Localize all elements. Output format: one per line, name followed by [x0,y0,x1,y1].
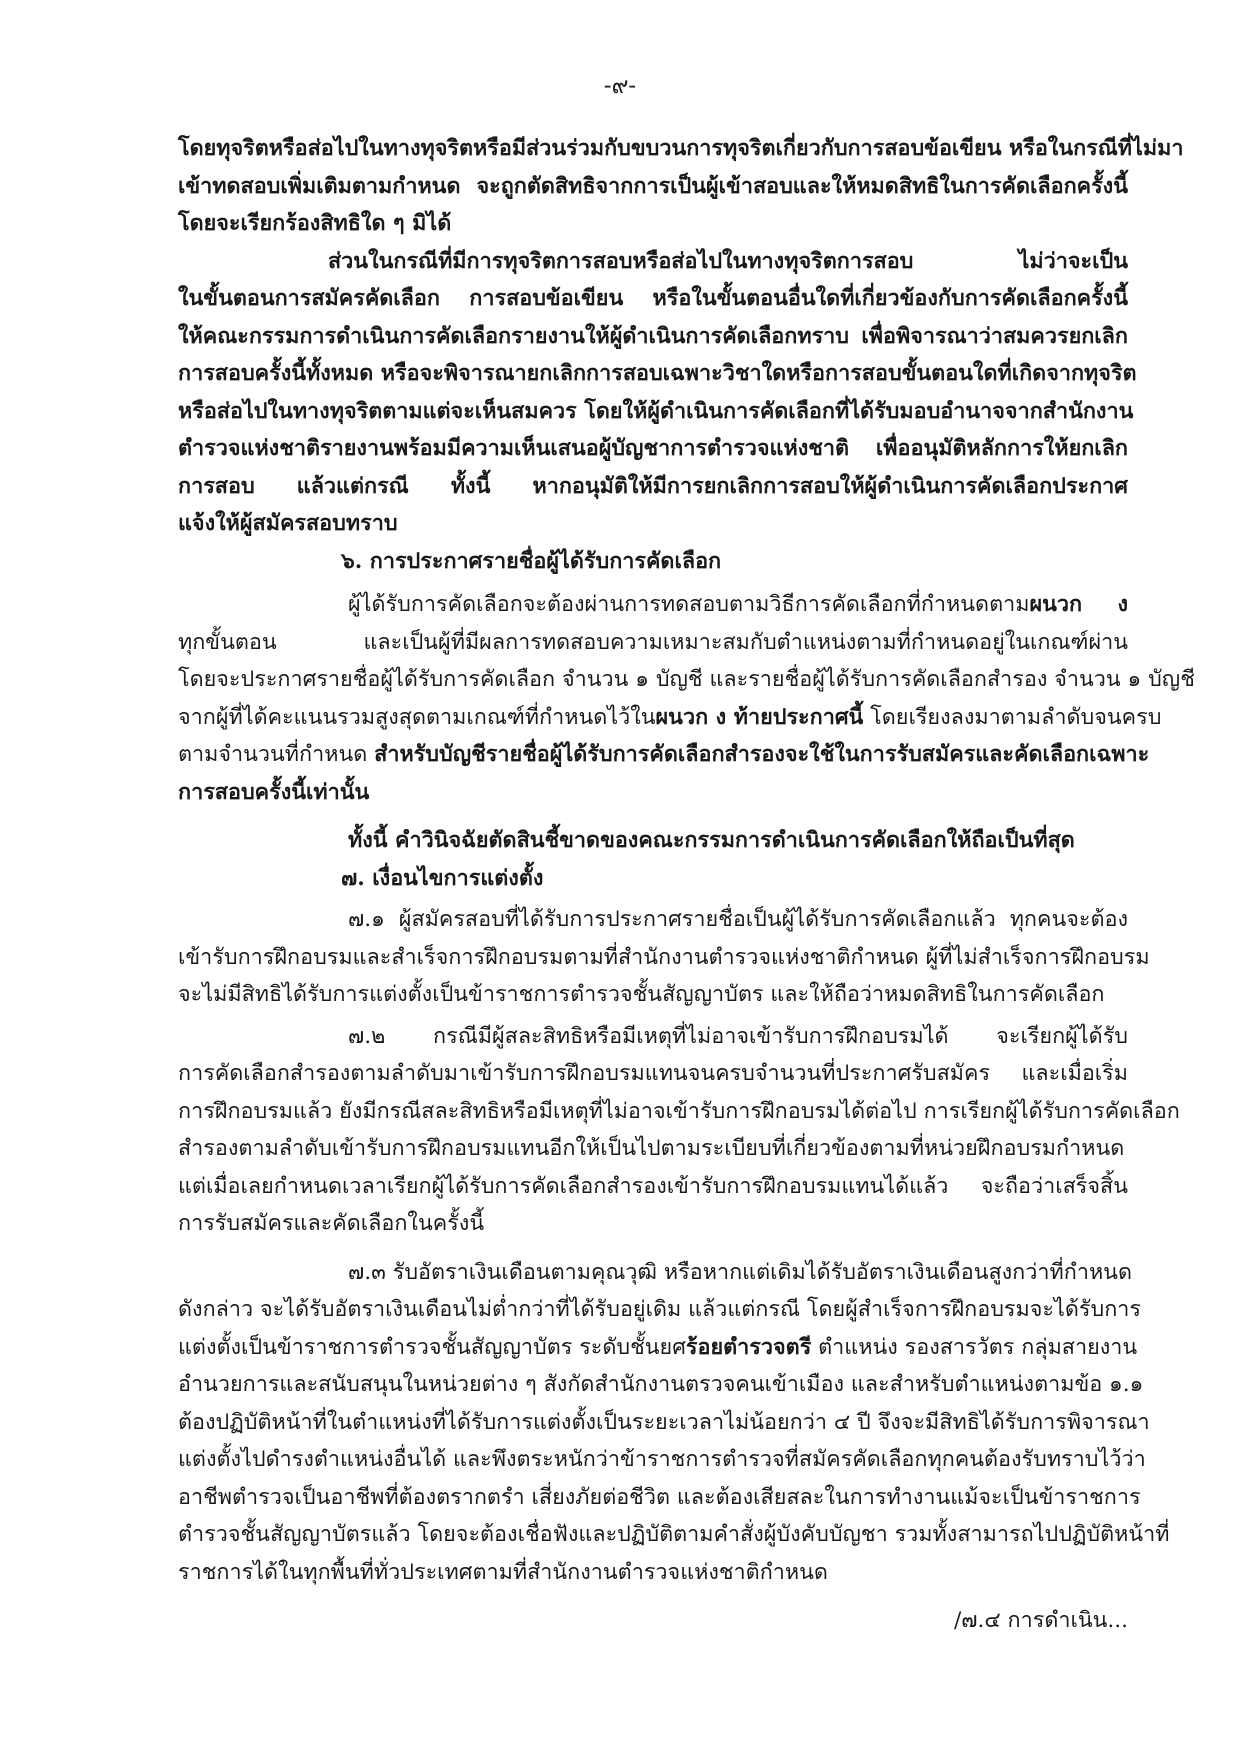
paragraph-line: สำรองตามลำดับเข้ารับการฝึกอบรมแทนอีกให้เป็นไปตามระเบียบที่เกี่ยวข้องตามที่หน่วยฝึกอบรมกำหนด [178,1136,1125,1161]
page-number: -๙- [603,73,637,99]
paragraph-line: โดยทุจริตหรือส่อไปในทางทุจริตหรือมีส่วนร่วมกับขบวนการทุจริตเกี่ยวกับการสอบข้อเขียน หรือในกรณีที่ไม่มา [178,136,1184,161]
paragraph-line: โดยจะประกาศรายชื่อผู้ได้รับการคัดเลือก จำนวน ๑ บัญชี และรายชื่อผู้ได้รับการคัดเลือกสำรอง จำนวน ๑ บัญชี [178,667,1195,692]
continuation-footer: /๗.๔ การดำเนิน... [953,1608,1128,1633]
text-run: ตามจำนวนที่กำหนด [178,742,375,767]
paragraph-line: ๗.๒ กรณีมีผู้สละสิทธิหรือมีเหตุที่ไม่อาจเข้ารับการฝึกอบรมได้ จะเรียกผู้ได้รับ [348,1023,1128,1049]
paragraph-line: การรับสมัครและคัดเลือกในครั้งนี้ [178,1211,485,1236]
paragraph-line: ตำรวจชั้นสัญญาบัตรแล้ว โดยจะต้องเชื่อฟังและปฏิบัติตามคำสั่งผู้บังคับบัญชา รวมทั้งสามารถไปปฏิบัติหน้าที่ [178,1522,1170,1547]
paragraph-line: อาชีพตำรวจเป็นอาชีพที่ต้องตรากตรำ เสี่ยงภัยต่อชีวิต และต้องเสียสละในการทำงานแม้จะเป็นข้าราชการ [178,1484,1141,1510]
paragraph-line: ส่วนในกรณีที่มีการทุจริตการสอบหรือส่อไปในทางทุจริตการสอบ ไม่ว่าจะเป็น [328,248,1128,274]
text-run-bold: ร้อยตำรวจตรี [685,1334,812,1360]
paragraph-line: ให้คณะกรรมการดำเนินการคัดเลือกรายงานให้ผู้ดำเนินการคัดเลือกทราบ เพื่อพิจารณาว่าสมควรยกเลิก [178,323,1128,349]
document-body [178,130,1195,1591]
paragraph-line: ต้องปฏิบัติหน้าที่ในตำแหน่งที่ได้รับการแต่งตั้งเป็นระยะเวลาไม่น้อยกว่า ๔ ปี จึงจะมีสิทธิได้รับการพิจารณา [178,1409,1150,1435]
text-run: จากผู้ที่ได้คะแนนรวมสูงสุดตามเกณฑ์ที่กำหนดไว้ใน [178,704,656,730]
text-run-bold: ผนวก ง ท้ายประกาศนี้ [655,704,864,730]
text-run-bold: ผนวก ง [1029,592,1128,617]
section-heading: ๖. การประกาศรายชื่อผู้ได้รับการคัดเลือก [341,548,722,574]
text-run: โดยเรียงลงมาตามลำดับจนครบ [863,704,1162,730]
paragraph-line: การฝึกอบรมแล้ว ยังมีกรณีสละสิทธิหรือมีเหตุที่ไม่อาจเข้ารับการฝึกอบรมได้ต่อไป การเรียกผู้ได้รับการคัดเลือก [178,1098,1180,1124]
paragraph-line: การสอบครั้งนี้เท่านั้น [178,779,370,805]
paragraph-line [178,736,1150,774]
paragraph-line: ทุกขั้นตอน และเป็นผู้ที่มีผลการทดสอบความเหมาะสมกับตำแหน่งตามที่กำหนดอยู่ในเกณฑ์ผ่าน [178,629,1128,655]
paragraph-line: ๗.๑ ผู้สมัครสอบที่ได้รับการประกาศรายชื่อเป็นผู้ได้รับการคัดเลือกแล้ว ทุกคนจะต้อง [348,907,1128,932]
paragraph-line: แต่งตั้งไปดำรงตำแหน่งอื่นได้ และพึงตระหนักว่าข้าราชการตำรวจที่สมัครคัดเลือกทุกคนต้องรับทราบไว้ว่า [178,1447,1146,1472]
paragraph-line: การสอบ แล้วแต่กรณี ทั้งนี้ หากอนุมัติให้มีการยกเลิกการสอบให้ผู้ดำเนินการคัดเลือกประกาศ [178,473,1128,499]
paragraph-line: ดังกล่าว จะได้รับอัตราเงินเดือนไม่ต่ำกว่าที่ได้รับอยู่เดิม แล้วแต่กรณี โดยผู้สำเร็จการฝึกอบรมจะได้รับการ [178,1297,1141,1322]
text-run-bold: สำหรับบัญชีรายชื่อผู้ได้รับการคัดเลือกสำรองจะใช้ในการรับสมัครและคัดเลือกเฉพาะ [374,742,1150,767]
paragraph-line: จะไม่มีสิทธิได้รับการแต่งตั้งเป็นข้าราชการตำรวจชั้นสัญญาบัตร และให้ถือว่าหมดสิทธิในการคัดเลือก [178,982,1105,1007]
paragraph-line: ๗.๓ รับอัตราเงินเดือนตามคุณวุฒิ หรือหากแต่เดิมได้รับอัตราเงินเดือนสูงกว่าที่กำหนด [348,1259,1132,1285]
paragraph-line: การคัดเลือกสำรองตามลำดับมาเข้ารับการฝึกอบรมแทนจนครบจำนวนที่ประกาศรับสมัคร และเมื่อเริ่ม [178,1061,1128,1086]
paragraph-line: อำนวยการและสนับสนุนในหน่วยต่าง ๆ สังกัดสำนักงานตรวจคนเข้าเมือง และสำหรับตำแหน่งตามข้อ ๑.๑ [178,1372,1144,1397]
paragraph-line: เข้าทดสอบเพิ่มเติมตามกำหนด จะถูกตัดสิทธิจากการเป็นผู้เข้าสอบและให้หมดสิทธิในการคัดเลือกครั้งนี้ [178,173,1128,199]
text-run: ตำแหน่ง รองสารวัตร กลุ่มสายงาน [811,1334,1138,1360]
text-run: แต่งตั้งเป็นข้าราชการตำรวจชั้นสัญญาบัตร ระดับชั้นยศ [178,1334,686,1360]
paragraph-line: ราชการได้ในทุกพื้นที่ทั่วประเทศตามที่สำนักงานตำรวจแห่งชาติกำหนด [178,1559,828,1585]
paragraph-line: แต่เมื่อเลยกำหนดเวลาเรียกผู้ได้รับการคัดเลือกสำรองเข้ารับการฝึกอบรมแทนได้แล้ว จะถือว่าเสร็จสิ้น [178,1173,1128,1199]
paragraph-line: ตำรวจแห่งชาติรายงานพร้อมมีความเห็นเสนอผู้บัญชาการตำรวจแห่งชาติ เพื่ออนุมัติหลักการให้ยกเลิก [178,436,1128,461]
paragraph-line: เข้ารับการฝึกอบรมและสำเร็จการฝึกอบรมตามที่สำนักงานตำรวจแห่งชาติกำหนด ผู้ที่ไม่สำเร็จการฝึกอบรม [178,944,1150,970]
section-heading: ๗. เงื่อนไขการแต่งตั้ง [341,865,544,891]
paragraph-line: ทั้งนี้ คำวินิจฉัยตัดสินชี้ขาดของคณะกรรมการดำเนินการคัดเลือกให้ถือเป็นที่สุด [348,828,1075,853]
paragraph-line [178,586,1128,624]
text-run: ผู้ได้รับการคัดเลือกจะต้องผ่านการทดสอบตามวิธีการคัดเลือกที่กำหนดตาม [348,592,1030,617]
paragraph-line: แจ้งให้ผู้สมัครสอบทราบ [178,511,398,536]
paragraph-line [178,699,1162,737]
paragraph-line [178,1329,1138,1367]
paragraph-line: โดยจะเรียกร้องสิทธิใด ๆ มิได้ [178,211,452,236]
paragraph-line: ในขั้นตอนการสมัครคัดเลือก การสอบข้อเขียน หรือในขั้นตอนอื่นใดที่เกี่ยวข้องกับการคัดเลือกครั้งนี้ [178,286,1128,311]
paragraph-line: การสอบครั้งนี้ทั้งหมด หรือจะพิจารณายกเลิกการสอบเฉพาะวิชาใดหรือการสอบขั้นตอนใดที่เกิดจากทุจริต [178,361,1137,386]
paragraph-line: หรือส่อไปในทางทุจริตตามแต่จะเห็นสมควร โดยให้ผู้ดำเนินการคัดเลือกที่ได้รับมอบอำนาจจากสำนักงาน [178,398,1134,424]
